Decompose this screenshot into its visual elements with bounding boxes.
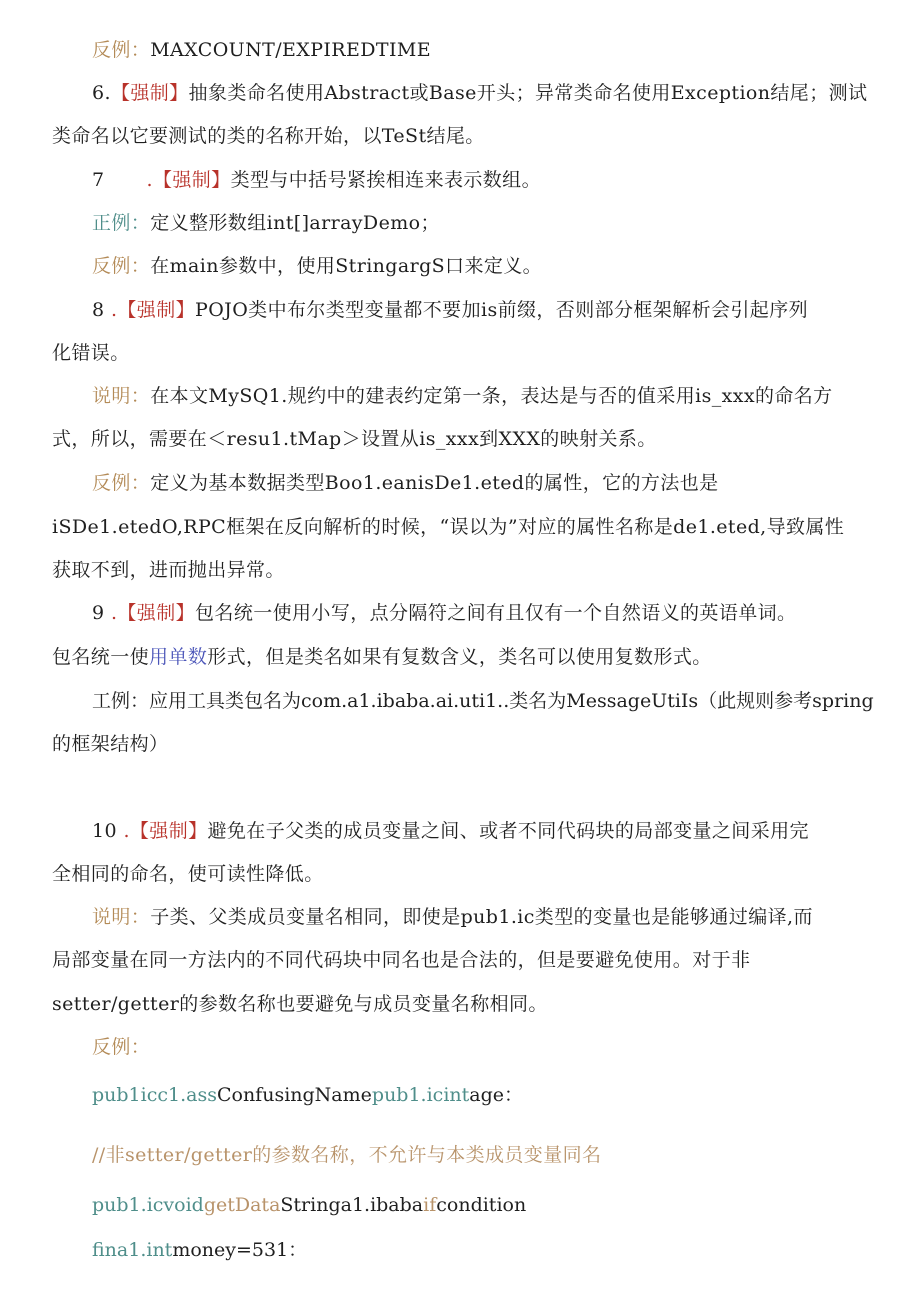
counter-example-3-cont2: [52, 558, 285, 582]
rule-number: 6.: [92, 82, 111, 104]
counter-example-text: MAXCOUNT/EXPIREDTIME: [150, 39, 431, 61]
positive-example-text: 定义整形数组int[]arrayDemo；: [150, 212, 440, 234]
explanation-2: [92, 905, 813, 929]
counter-example-2: [92, 254, 542, 278]
counter-example-4: [92, 1035, 150, 1059]
code-comment: [92, 1143, 601, 1167]
rule-dot: .: [146, 169, 153, 191]
rule-text: 包名统一使: [52, 646, 150, 668]
rule-6: [92, 81, 867, 105]
explanation-2-cont2: [52, 992, 548, 1016]
rule-number: 10: [92, 820, 117, 842]
rule-9: [92, 601, 796, 625]
explanation-1-cont: [52, 427, 657, 451]
rule-text: 全相同的命名，使可读性降低。: [52, 863, 324, 885]
rule-number: 7: [92, 169, 105, 191]
example-text: 工例：应用工具类包名为com.a1.ibaba.ai.uti1..类名为MessageUtiIs（此规则参考spring: [92, 690, 874, 712]
rule-8-cont: [52, 341, 130, 365]
counter-example-text: 在main参数中，使用StringargS口来定义。: [150, 255, 543, 277]
code-identifier: Stringa1.ibaba: [280, 1194, 424, 1216]
rule-8: [92, 298, 808, 322]
code-keyword: pub1.icint: [371, 1084, 470, 1106]
rule-text: 包名统一使用小写，点分隔符之间有且仅有一个自然语义的英语单词。: [195, 602, 797, 624]
counter-example-label: 反例：: [92, 255, 151, 277]
counter-example-label: 反例：: [92, 1036, 151, 1058]
counter-example-text: 定义为基本数据类型Boo1.eanisDe1.eted的属性，它的方法也是: [150, 472, 719, 494]
mandatory-tag: 【强制】: [152, 169, 231, 191]
rule-dot: .: [110, 602, 118, 624]
code-keyword: if: [423, 1194, 437, 1216]
rule-number: 9: [92, 602, 105, 624]
counter-example-text: iSDe1.etedO,RPC框架在反向解析的时候，“误以为”对应的属性名称是de1.eted,导致属性: [52, 516, 845, 538]
counter-example-text: 获取不到，进而抛出异常。: [52, 559, 285, 581]
explanation-label: 说明：: [92, 385, 151, 407]
rule-dot: .: [123, 820, 130, 842]
example-line: [92, 689, 874, 713]
counter-example-label: 反例：: [92, 39, 151, 61]
code-line-method: [92, 1193, 526, 1217]
mandatory-tag: 【强制】: [117, 602, 196, 624]
code-line-class-decl: [92, 1083, 523, 1107]
counter-example-label: 反例：: [92, 472, 151, 494]
explanation-text: 式，所以，需要在＜resu1.tMap＞设置从is_xxx到XXX的映射关系。: [52, 428, 657, 450]
rule-6-cont: [52, 124, 485, 148]
example-text: 的框架结构）: [52, 733, 169, 755]
rule-text: 类型与中括号紧挨相连来表示数组。: [230, 169, 541, 191]
counter-example-3-cont: [52, 515, 844, 539]
rule-10: [92, 819, 809, 843]
explanation-text: 在本文MySQ1.规约中的建表约定第一条，表达是与否的值采用is_xxx的命名方: [150, 385, 833, 407]
code-keyword: pub1.icvoid: [92, 1194, 204, 1216]
rule-text: 抽象类命名使用Abstract或Base开头；异常类命名使用Exception结尾；测试: [188, 82, 868, 104]
rule-dot: .: [110, 299, 118, 321]
highlighted-text: 用单数: [149, 646, 208, 668]
code-identifier: condition: [436, 1194, 527, 1216]
code-line-final: [92, 1238, 307, 1262]
positive-example-label: 正例：: [92, 212, 151, 234]
mandatory-tag: 【强制】: [117, 299, 196, 321]
explanation-text: 局部变量在同一方法内的不同代码块中同名也是合法的，但是要避免使用。对于非: [52, 949, 751, 971]
positive-example-1: [92, 211, 440, 235]
rule-text: POJO类中布尔类型变量都不要加is前缀，否则部分框架解析会引起序列: [195, 299, 808, 321]
explanation-label: 说明：: [92, 906, 151, 928]
rule-number: 8: [92, 299, 105, 321]
explanation-2-cont: [52, 948, 750, 972]
rule-text: 避免在子父类的成员变量之间、或者不同代码块的局部变量之间采用完: [207, 820, 809, 842]
code-keyword: pub1icc1.ass: [92, 1084, 217, 1106]
rule-text: 形式，但是类名如果有复数含义，类名可以使用复数形式。: [207, 646, 712, 668]
code-comment-text: //非setter/getter的参数名称，不允许与本类成员变量同名: [92, 1144, 602, 1166]
explanation-text: 子类、父类成员变量名相同，即使是pub1.ic类型的变量也是能够通过编译,而: [150, 906, 813, 928]
counter-example-1: [92, 38, 431, 62]
code-identifier: ConfusingName: [216, 1084, 372, 1106]
code-method-name: getData: [203, 1194, 281, 1216]
counter-example-3: [92, 471, 719, 495]
rule-text: 化错误。: [52, 342, 130, 364]
explanation-1: [92, 384, 833, 408]
code-keyword: fina1.int: [92, 1239, 173, 1261]
mandatory-tag: 【强制】: [110, 82, 189, 104]
rule-text: 类命名以它要测试的类的名称开始，以TeSt结尾。: [52, 125, 485, 147]
mandatory-tag: 【强制】: [129, 820, 208, 842]
code-identifier: age：: [469, 1084, 524, 1106]
rule-7: [92, 168, 541, 192]
code-identifier: money=531：: [172, 1239, 308, 1261]
rule-9-cont: [52, 645, 712, 669]
example-line-cont: [52, 732, 168, 756]
rule-10-cont: [52, 862, 324, 886]
explanation-text: setter/getter的参数名称也要避免与成员变量名称相同。: [52, 993, 548, 1015]
